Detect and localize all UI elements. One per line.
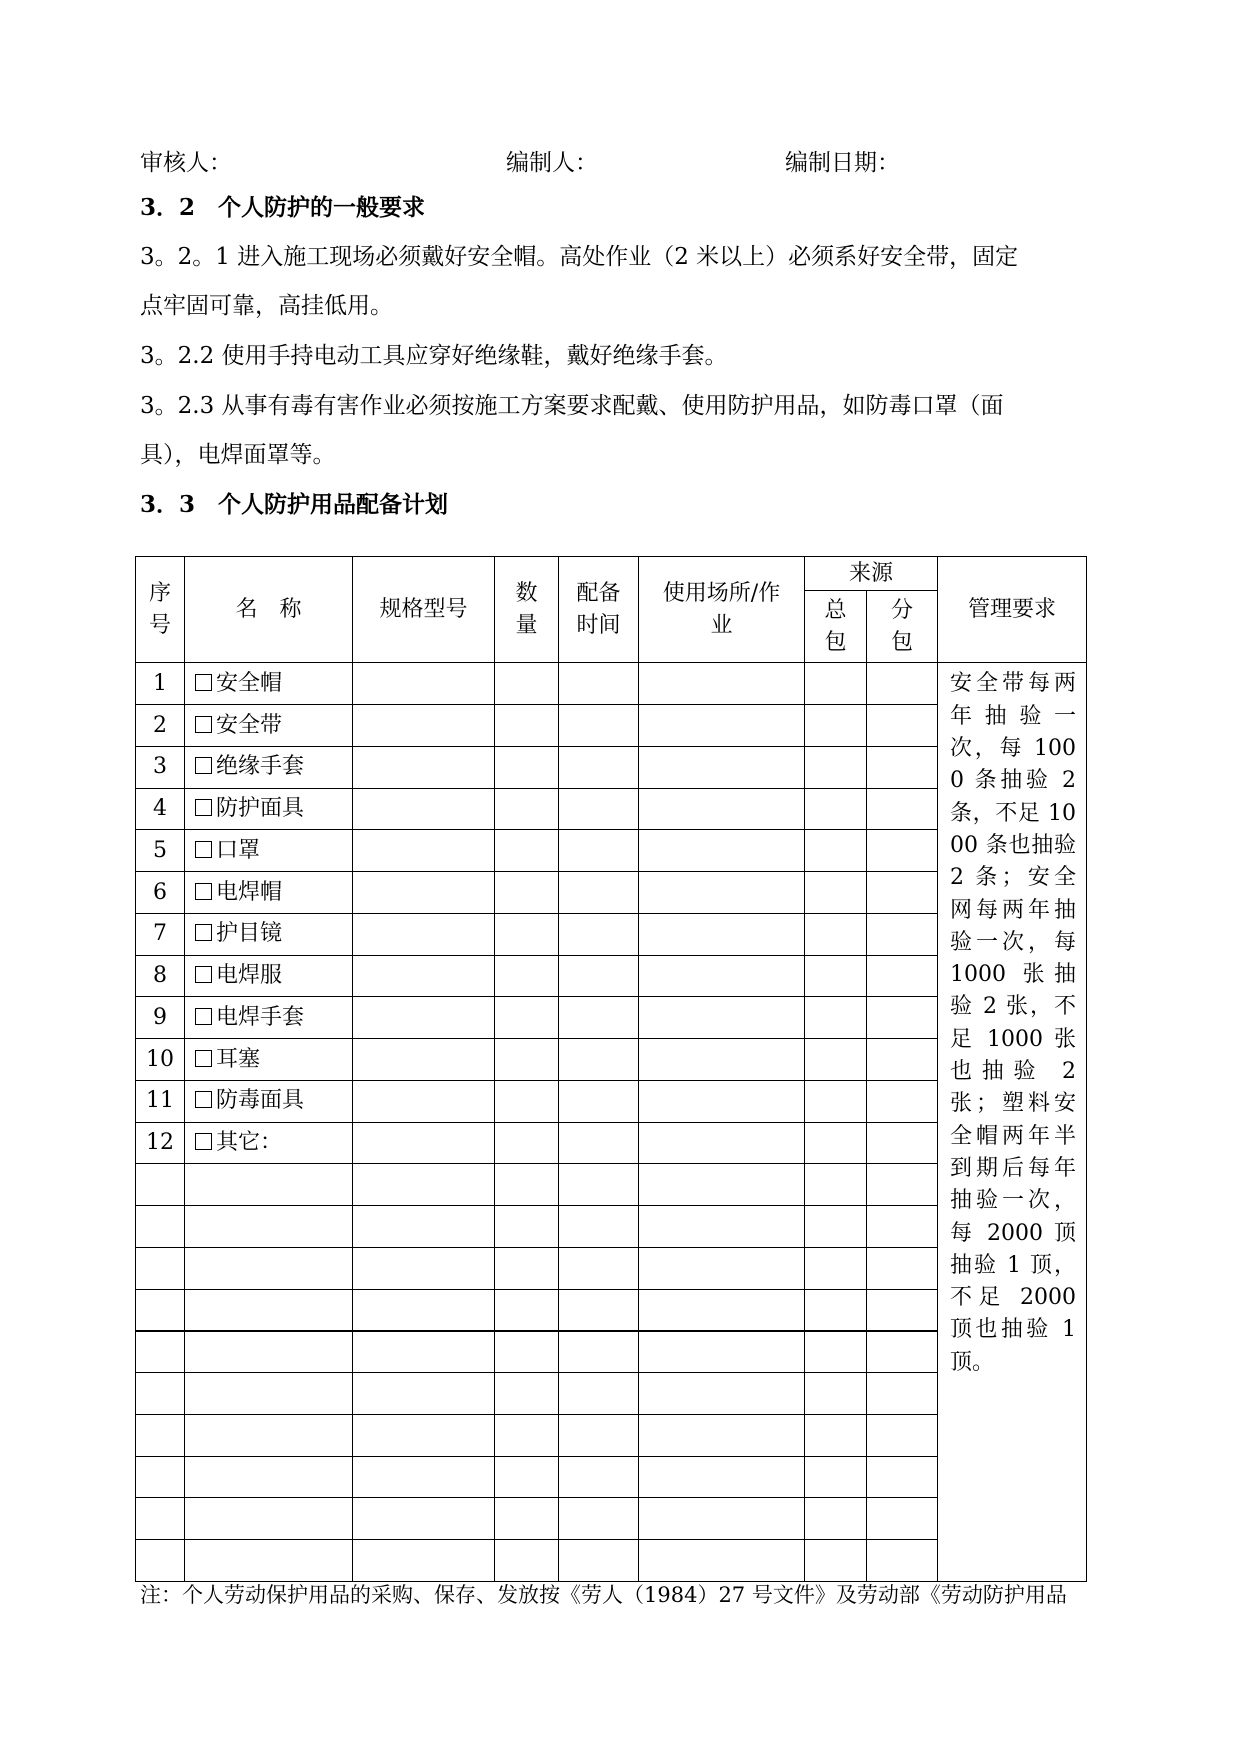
general-cell[interactable] — [805, 1206, 867, 1248]
place-cell[interactable] — [639, 1039, 805, 1081]
row-number — [136, 1414, 185, 1456]
place-cell[interactable] — [639, 1122, 805, 1164]
checkbox-icon[interactable] — [195, 716, 212, 733]
item-name: 口罩 — [216, 837, 261, 863]
management-requirement: 安全带每两年抽验一次，每 1000 条抽验 2 条，不足 1000 条也抽验 2 条；安全网每两年抽验一次，每 1000 张抽验 2 张，不足 1000 张也抽验 2 张；塑料安全帽两年半到期后每年抽验一次，每 2000 顶抽验 1 顶，不足 2000 顶也抽验 1 顶。 — [938, 663, 1087, 1582]
checkbox-icon[interactable] — [195, 841, 212, 858]
checkbox-icon[interactable] — [195, 1133, 212, 1150]
qty-cell[interactable] — [495, 913, 559, 955]
checkbox-icon[interactable] — [195, 757, 212, 774]
sub-cell[interactable] — [867, 1498, 938, 1540]
sub-cell[interactable] — [867, 997, 938, 1039]
row-number: 12 — [136, 1122, 185, 1164]
time-cell[interactable] — [559, 997, 639, 1039]
qty-cell[interactable] — [495, 705, 559, 747]
qty-cell[interactable] — [495, 830, 559, 872]
checkbox-icon[interactable] — [195, 883, 212, 900]
place-cell[interactable] — [639, 1540, 805, 1582]
header-time: 配备时间 — [559, 557, 639, 663]
place-cell[interactable] — [639, 1456, 805, 1498]
sub-cell[interactable] — [867, 1456, 938, 1498]
item-name-cell — [185, 1289, 353, 1331]
general-cell[interactable] — [805, 788, 867, 830]
time-cell[interactable] — [559, 1289, 639, 1331]
row-number — [136, 1498, 185, 1540]
item-name: 耳塞 — [216, 1046, 261, 1072]
general-cell[interactable] — [805, 830, 867, 872]
time-cell[interactable] — [559, 1122, 639, 1164]
spec-cell[interactable] — [353, 1206, 495, 1248]
sub-cell[interactable] — [867, 746, 938, 788]
general-cell[interactable] — [805, 872, 867, 914]
spec-cell[interactable] — [353, 1039, 495, 1081]
spec-cell[interactable] — [353, 1080, 495, 1122]
checkbox-icon[interactable] — [195, 966, 212, 983]
qty-cell[interactable] — [495, 663, 559, 705]
sub-cell[interactable] — [867, 705, 938, 747]
row-number — [136, 1540, 185, 1582]
spec-cell[interactable] — [353, 1247, 495, 1289]
section-3-2-1-line-1: 3。2。1 进入施工现场必须戴好安全帽。高处作业（2 米以上）必须系好安全带，固定 — [140, 244, 1019, 270]
spec-cell[interactable] — [353, 830, 495, 872]
item-name-cell — [185, 1540, 353, 1582]
general-cell[interactable] — [805, 1331, 867, 1373]
item-name: 电焊帽 — [216, 879, 283, 905]
place-cell[interactable] — [639, 872, 805, 914]
section-3-3-title: 3．3 个人防护用品配备计划 — [140, 491, 449, 518]
footnote: 注：个人劳动保护用品的采购、保存、发放按《劳人（1984）27 号文件》及劳动部《劳动防护用品 — [140, 1583, 1067, 1607]
sub-cell[interactable] — [867, 1164, 938, 1206]
spec-cell[interactable] — [353, 746, 495, 788]
place-cell[interactable] — [639, 663, 805, 705]
time-cell[interactable] — [559, 1373, 639, 1415]
qty-cell[interactable] — [495, 1289, 559, 1331]
spec-cell[interactable] — [353, 1164, 495, 1206]
item-name: 防毒面具 — [216, 1088, 305, 1114]
qty-cell[interactable] — [495, 1206, 559, 1248]
time-cell[interactable] — [559, 746, 639, 788]
row-number: 9 — [136, 997, 185, 1039]
sub-cell[interactable] — [867, 1206, 938, 1248]
spec-cell[interactable] — [353, 1122, 495, 1164]
spec-cell[interactable] — [353, 1456, 495, 1498]
spec-cell[interactable] — [353, 913, 495, 955]
place-cell[interactable] — [639, 1414, 805, 1456]
row-number — [136, 1373, 185, 1415]
item-name-cell — [185, 1331, 353, 1373]
qty-cell[interactable] — [495, 1456, 559, 1498]
row-number — [136, 1331, 185, 1373]
spec-cell[interactable] — [353, 955, 495, 997]
general-cell[interactable] — [805, 746, 867, 788]
row-number: 6 — [136, 872, 185, 914]
qty-cell[interactable] — [495, 746, 559, 788]
place-cell[interactable] — [639, 997, 805, 1039]
place-cell[interactable] — [639, 1080, 805, 1122]
header-place: 使用场所/作业 — [639, 557, 805, 663]
sub-cell[interactable] — [867, 1247, 938, 1289]
time-cell[interactable] — [559, 1414, 639, 1456]
spec-cell[interactable] — [353, 705, 495, 747]
row-number: 8 — [136, 955, 185, 997]
qty-cell[interactable] — [495, 1414, 559, 1456]
checkbox-icon[interactable] — [195, 1008, 212, 1025]
section-3-2-3-line-2: 具），电焊面罩等。 — [140, 442, 336, 468]
spec-cell[interactable] — [353, 1414, 495, 1456]
item-name: 绝缘手套 — [216, 754, 305, 780]
row-number: 1 — [136, 663, 185, 705]
qty-cell[interactable] — [495, 1540, 559, 1582]
sub-cell[interactable] — [867, 913, 938, 955]
sub-cell[interactable] — [867, 830, 938, 872]
time-cell[interactable] — [559, 872, 639, 914]
sub-cell[interactable] — [867, 788, 938, 830]
checkbox-icon[interactable] — [195, 799, 212, 816]
qty-cell[interactable] — [495, 1247, 559, 1289]
general-cell[interactable] — [805, 1247, 867, 1289]
item-name-cell — [185, 913, 353, 955]
place-cell[interactable] — [639, 1373, 805, 1415]
sub-cell[interactable] — [867, 1331, 938, 1373]
checkbox-icon[interactable] — [195, 1091, 212, 1108]
item-name-cell — [185, 1247, 353, 1289]
spec-cell[interactable] — [353, 663, 495, 705]
general-cell[interactable] — [805, 663, 867, 705]
section-3-2-3-line-1: 3。2.3 从事有毒有害作业必须按施工方案要求配戴、使用防护用品，如防毒口罩（面 — [140, 393, 1004, 419]
sub-cell[interactable] — [867, 663, 938, 705]
item-name-cell — [185, 1498, 353, 1540]
time-cell[interactable] — [559, 705, 639, 747]
place-cell[interactable] — [639, 788, 805, 830]
time-cell[interactable] — [559, 1247, 639, 1289]
general-cell[interactable] — [805, 997, 867, 1039]
general-cell[interactable] — [805, 1456, 867, 1498]
place-cell[interactable] — [639, 1206, 805, 1248]
qty-cell[interactable] — [495, 997, 559, 1039]
qty-cell[interactable] — [495, 1331, 559, 1373]
row-number — [136, 1289, 185, 1331]
item-name: 电焊手套 — [216, 1004, 305, 1030]
row-number: 3 — [136, 746, 185, 788]
table-row — [136, 663, 1087, 705]
date-label: 编制日期： — [785, 150, 900, 176]
place-cell[interactable] — [639, 746, 805, 788]
place-cell[interactable] — [639, 1498, 805, 1540]
item-name-cell — [185, 1206, 353, 1248]
qty-cell[interactable] — [495, 788, 559, 830]
place-cell[interactable] — [639, 1289, 805, 1331]
place-cell[interactable] — [639, 1247, 805, 1289]
item-name-cell — [185, 955, 353, 997]
place-cell[interactable] — [639, 913, 805, 955]
general-cell[interactable] — [805, 1164, 867, 1206]
row-number — [136, 1247, 185, 1289]
ppe-plan-table — [135, 556, 1087, 1582]
time-cell[interactable] — [559, 1206, 639, 1248]
general-cell[interactable] — [805, 1414, 867, 1456]
section-3-2-2: 3。2.2 使用手持电动工具应穿好绝缘鞋，戴好绝缘手套。 — [140, 343, 728, 369]
header-name: 名 称 — [185, 557, 353, 663]
time-cell[interactable] — [559, 663, 639, 705]
qty-cell[interactable] — [495, 1498, 559, 1540]
item-name-cell — [185, 1414, 353, 1456]
sub-cell[interactable] — [867, 955, 938, 997]
general-cell[interactable] — [805, 1122, 867, 1164]
header-source: 来源 — [805, 557, 938, 591]
item-name-cell — [185, 1039, 353, 1081]
section-3-2-1-line-2: 点牢固可靠，高挂低用。 — [140, 293, 393, 319]
item-name: 电焊服 — [216, 963, 283, 989]
checkbox-icon[interactable] — [195, 924, 212, 941]
row-number — [136, 1456, 185, 1498]
qty-cell[interactable] — [495, 1164, 559, 1206]
spec-cell[interactable] — [353, 788, 495, 830]
qty-cell[interactable] — [495, 1080, 559, 1122]
time-cell[interactable] — [559, 1164, 639, 1206]
checkbox-icon[interactable] — [195, 1050, 212, 1067]
spec-cell[interactable] — [353, 1540, 495, 1582]
item-name: 防护面具 — [216, 796, 305, 822]
item-name: 护目镜 — [216, 921, 283, 947]
row-number: 2 — [136, 705, 185, 747]
item-name-cell — [185, 1456, 353, 1498]
sub-cell[interactable] — [867, 1122, 938, 1164]
section-3-2-title: 3．2 个人防护的一般要求 — [140, 194, 426, 221]
time-cell[interactable] — [559, 913, 639, 955]
item-name-cell — [185, 830, 353, 872]
sub-cell[interactable] — [867, 1540, 938, 1582]
time-cell[interactable] — [559, 1080, 639, 1122]
general-cell[interactable] — [805, 1080, 867, 1122]
general-cell[interactable] — [805, 1289, 867, 1331]
checkbox-icon[interactable] — [195, 674, 212, 691]
row-number: 11 — [136, 1080, 185, 1122]
header-sub: 分包 — [867, 591, 938, 663]
sub-cell[interactable] — [867, 1373, 938, 1415]
place-cell[interactable] — [639, 1164, 805, 1206]
sub-cell[interactable] — [867, 1039, 938, 1081]
qty-cell[interactable] — [495, 1373, 559, 1415]
item-name-cell — [185, 1122, 353, 1164]
sub-cell[interactable] — [867, 1080, 938, 1122]
qty-cell[interactable] — [495, 872, 559, 914]
item-name-cell — [185, 705, 353, 747]
general-cell[interactable] — [805, 1039, 867, 1081]
row-number: 4 — [136, 788, 185, 830]
header-qty: 数量 — [495, 557, 559, 663]
header-no: 序号 — [136, 557, 185, 663]
item-name-cell — [185, 1164, 353, 1206]
general-cell[interactable] — [805, 1373, 867, 1415]
general-cell[interactable] — [805, 1540, 867, 1582]
item-name: 安全帽 — [216, 670, 283, 696]
time-cell[interactable] — [559, 1498, 639, 1540]
time-cell[interactable] — [559, 1039, 639, 1081]
header-general: 总包 — [805, 591, 867, 663]
compiler-label: 编制人： — [506, 150, 598, 176]
general-cell[interactable] — [805, 913, 867, 955]
sub-cell[interactable] — [867, 1289, 938, 1331]
general-cell[interactable] — [805, 955, 867, 997]
spec-cell[interactable] — [353, 1373, 495, 1415]
time-cell[interactable] — [559, 788, 639, 830]
reviewer-label: 审核人： — [140, 150, 232, 176]
header-spec: 规格型号 — [353, 557, 495, 663]
place-cell[interactable] — [639, 955, 805, 997]
item-name-cell — [185, 788, 353, 830]
spec-cell[interactable] — [353, 872, 495, 914]
place-cell[interactable] — [639, 705, 805, 747]
row-number — [136, 1206, 185, 1248]
header-req: 管理要求 — [938, 557, 1087, 663]
qty-cell[interactable] — [495, 955, 559, 997]
general-cell[interactable] — [805, 705, 867, 747]
spec-cell[interactable] — [353, 1498, 495, 1540]
place-cell[interactable] — [639, 1331, 805, 1373]
row-number — [136, 1164, 185, 1206]
item-name-cell — [185, 1080, 353, 1122]
spec-cell[interactable] — [353, 997, 495, 1039]
item-name-cell — [185, 1373, 353, 1415]
item-name: 其它： — [216, 1130, 283, 1156]
item-name: 安全带 — [216, 712, 283, 738]
time-cell[interactable] — [559, 955, 639, 997]
row-number: 10 — [136, 1039, 185, 1081]
time-cell[interactable] — [559, 1331, 639, 1373]
time-cell[interactable] — [559, 1456, 639, 1498]
general-cell[interactable] — [805, 1498, 867, 1540]
sub-cell[interactable] — [867, 872, 938, 914]
time-cell[interactable] — [559, 830, 639, 872]
qty-cell[interactable] — [495, 1039, 559, 1081]
spec-cell[interactable] — [353, 1289, 495, 1331]
qty-cell[interactable] — [495, 1122, 559, 1164]
item-name-cell — [185, 872, 353, 914]
row-number: 7 — [136, 913, 185, 955]
place-cell[interactable] — [639, 830, 805, 872]
sub-cell[interactable] — [867, 1414, 938, 1456]
item-name-cell — [185, 746, 353, 788]
item-name-cell — [185, 663, 353, 705]
spec-cell[interactable] — [353, 1331, 495, 1373]
item-name-cell — [185, 997, 353, 1039]
row-number: 5 — [136, 830, 185, 872]
time-cell[interactable] — [559, 1540, 639, 1582]
